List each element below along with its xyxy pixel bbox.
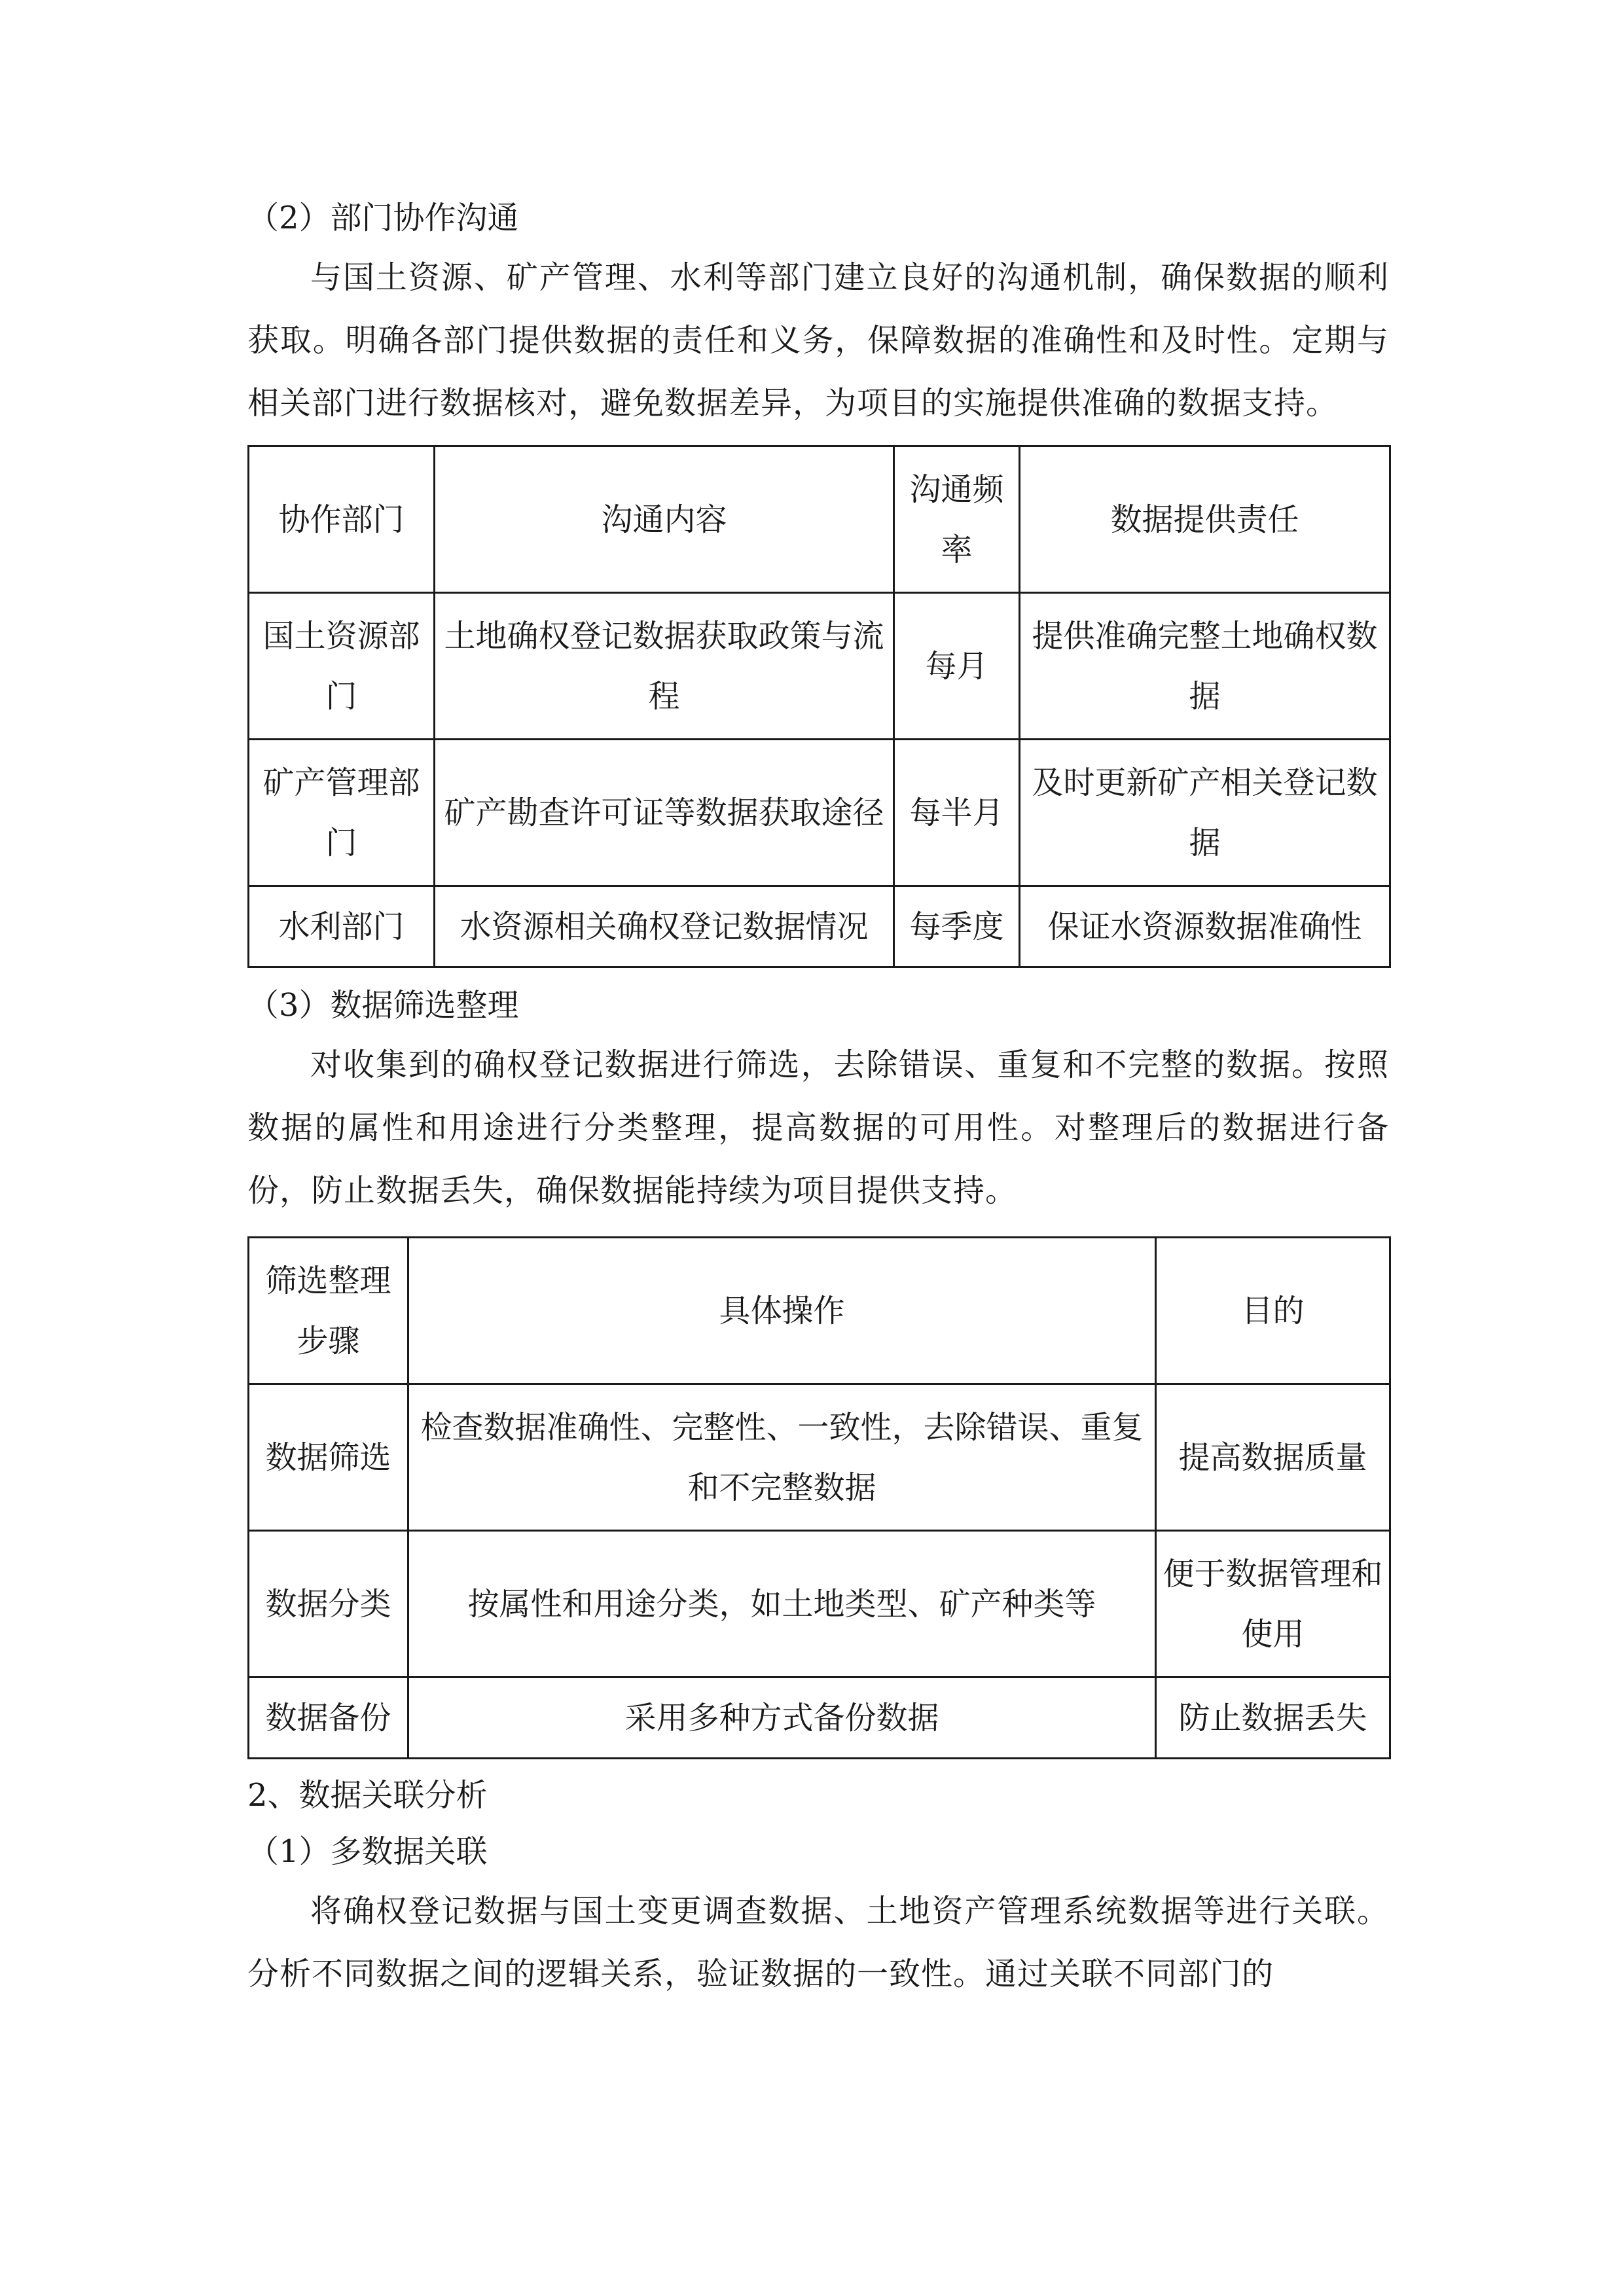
table-cell: 防止数据丢失 (1156, 1677, 1390, 1759)
table-cell: 数据筛选 (249, 1384, 408, 1531)
column-header: 沟通内容 (435, 446, 894, 593)
table-row (249, 1677, 1390, 1759)
table-header-row (249, 446, 1390, 593)
table-cell: 提供准确完整土地确权数据 (1020, 593, 1390, 740)
table-cell: 土地确权登记数据获取政策与流程 (435, 593, 894, 740)
column-header: 沟通频率 (894, 446, 1020, 593)
section-heading-department-communication: （2）部门协作沟通 (247, 200, 519, 236)
table-cell: 采用多种方式备份数据 (408, 1677, 1156, 1759)
table-cell: 检查数据准确性、完整性、一致性，去除错误、重复和不完整数据 (408, 1384, 1156, 1531)
table-row (249, 593, 1390, 740)
column-header: 数据提供责任 (1020, 446, 1390, 593)
table-cell: 提高数据质量 (1156, 1384, 1390, 1531)
paragraph-data-filtering: 对收集到的确权登记数据进行筛选，去除错误、重复和不完整的数据。按照数据的属性和用途进行分类整理，提高数据的可用性。对整理后的数据进行备份，防止数据丢失，确保数据能持续为项目提供支持。 (247, 1047, 1389, 1209)
paragraph-multi-data-association: 将确权登记数据与国土变更调查数据、土地资产管理系统数据等进行关联。分析不同数据之间的逻辑关系，验证数据的一致性。通过关联不同部门的 (247, 1893, 1389, 1992)
table-cell: 数据分类 (249, 1531, 408, 1677)
subheading-multi-data-association: （1）多数据关联 (247, 1833, 488, 1870)
table-cell: 每半月 (894, 740, 1020, 886)
table-cell: 每季度 (894, 886, 1020, 967)
table-cell: 数据备份 (249, 1677, 408, 1759)
communication-table (247, 445, 1391, 968)
table-cell: 水资源相关确权登记数据情况 (435, 886, 894, 967)
column-header: 具体操作 (408, 1238, 1156, 1384)
table-cell: 矿产管理部门 (249, 740, 435, 886)
table-cell: 保证水资源数据准确性 (1020, 886, 1390, 967)
table-cell: 按属性和用途分类，如土地类型、矿产种类等 (408, 1531, 1156, 1677)
table-row (249, 886, 1390, 967)
table-row (249, 1384, 1390, 1531)
section-heading-data-association: 2、数据关联分析 (247, 1777, 488, 1814)
document-page (247, 190, 1389, 2005)
table-cell: 水利部门 (249, 886, 435, 967)
paragraph-department-communication: 与国土资源、矿产管理、水利等部门建立良好的沟通机制，确保数据的顺利获取。明确各部门提供数据的责任和义务，保障数据的准确性和及时性。定期与相关部门进行数据核对，避免数据差异，为项目的实施提供准确的数据支持。 (247, 259, 1389, 422)
table-row (249, 740, 1390, 886)
table-cell: 便于数据管理和使用 (1156, 1531, 1390, 1677)
section-heading-data-filtering: （3）数据筛选整理 (247, 987, 519, 1024)
column-header: 协作部门 (249, 446, 435, 593)
column-header: 筛选整理步骤 (249, 1238, 408, 1384)
column-header: 目的 (1156, 1238, 1390, 1384)
table-cell: 及时更新矿产相关登记数据 (1020, 740, 1390, 886)
table-cell: 每月 (894, 593, 1020, 740)
table-row (249, 1531, 1390, 1677)
table-cell: 国土资源部门 (249, 593, 435, 740)
table-cell: 矿产勘查许可证等数据获取途径 (435, 740, 894, 886)
table-header-row (249, 1238, 1390, 1384)
filtering-table (247, 1236, 1391, 1759)
